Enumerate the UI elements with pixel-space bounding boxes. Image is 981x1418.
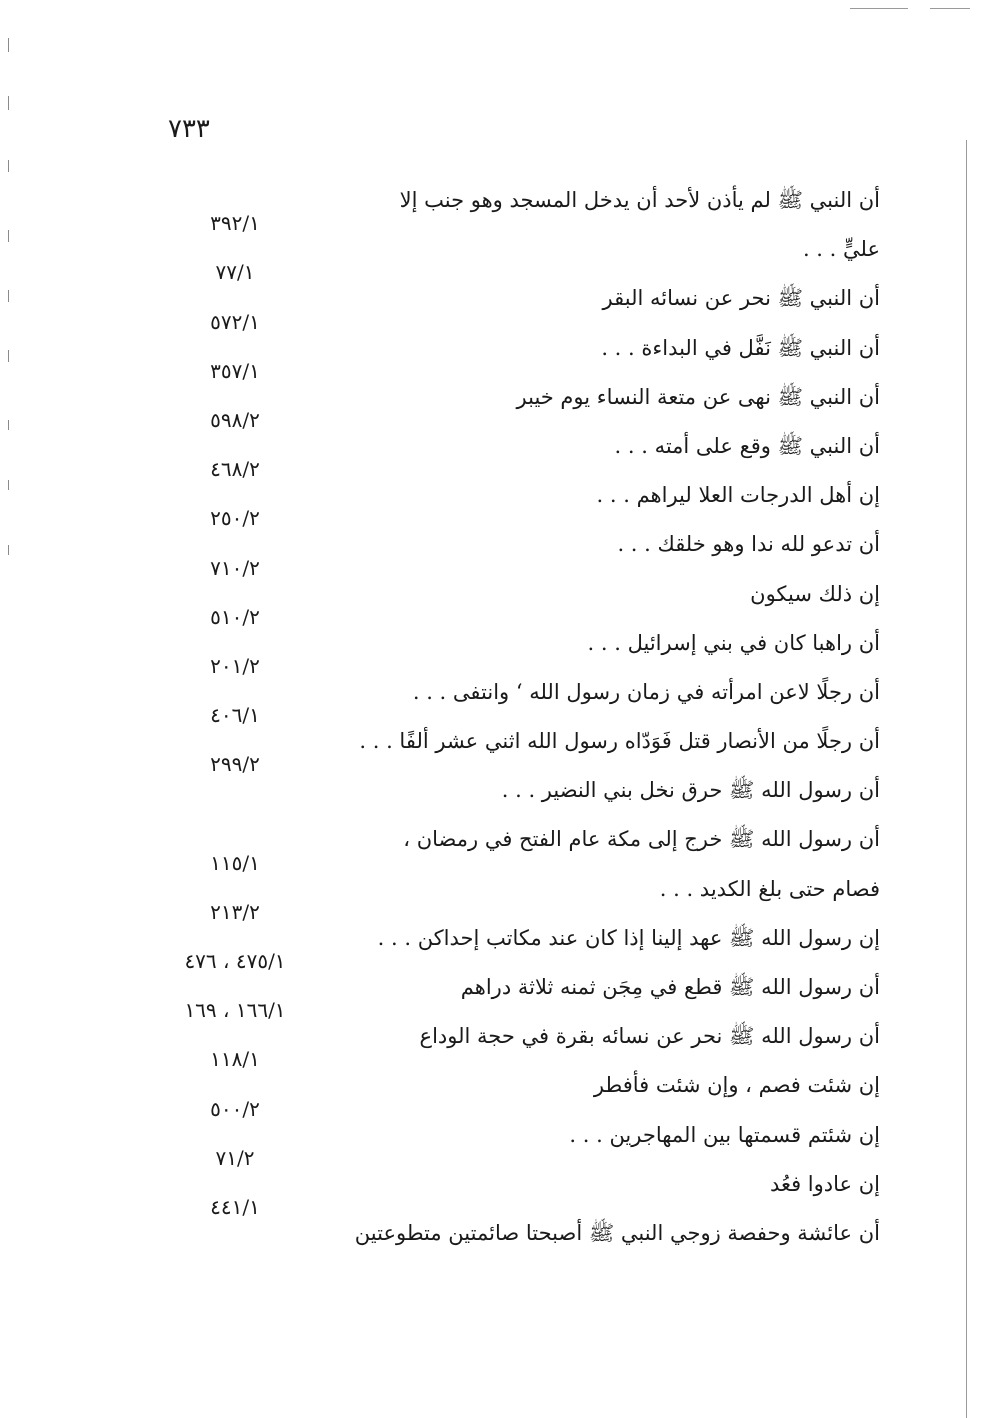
entry-reference: ٥٩٨/٢	[210, 407, 260, 432]
entry-text: أن النبي ﷺ وقع على أمته . . .	[614, 433, 880, 458]
entry-reference: ٤٠٦/١	[210, 703, 260, 728]
index-entry	[160, 1194, 880, 1262]
scan-edge-mark	[8, 230, 9, 242]
entry-reference: ١٦٦/١ ، ١٦٩	[184, 998, 286, 1023]
entry-text: أن النبي ﷺ لم يأذن لأحد أن يدخل المسجد وهو جنب إلا	[399, 188, 880, 212]
entry-reference: ٥٧٢/١	[210, 309, 260, 334]
entry-text: أن رسول الله ﷺ خرج إلى مكة عام الفتح في رمضان ،	[403, 827, 880, 852]
entry-text: عليٍّ . . .	[802, 237, 880, 262]
page-number: ٧٣٣	[168, 114, 210, 144]
index-entry	[160, 752, 880, 819]
entry-reference: ٢١٣/٢	[210, 899, 260, 924]
entry-reference: ٥٠٠/٢	[210, 1096, 260, 1121]
entry-text: أن النبي ﷺ نَفَّل في البداءة . . .	[601, 335, 880, 360]
entry-text: أن النبي ﷺ نهى عن متعة النساء يوم خيبر	[516, 384, 880, 409]
entry-text: أن رجلًا لاعن امرأته في زمان رسول الله ‘ وانتفى . . .	[412, 679, 880, 704]
scan-edge-mark	[8, 350, 9, 362]
entry-text: أن تدعو لله ندا وهو خلقك . . .	[617, 532, 880, 557]
scan-edge-mark	[8, 545, 9, 555]
entry-reference: ٧١/٢	[215, 1145, 255, 1170]
entry-reference: ٧١٠/٢	[210, 555, 260, 580]
entry-text: أن راهبا كان في بني إسرائيل . . .	[587, 630, 880, 655]
entry-reference: ٤٤١/١	[210, 1194, 260, 1219]
entry-text: أن رسول الله ﷺ حرق نخل بني النضير . . .	[501, 778, 880, 803]
entry-reference: ٢٩٩/٢	[210, 752, 260, 777]
scan-edge-mark	[8, 160, 9, 172]
entry-text: أن رسول الله ﷺ قطع في مِجَن ثمنه ثلاثة دراهم	[460, 975, 880, 999]
entry-text: أن رجلًا من الأنصار قتل فَوَدّاه رسول الله اثني عشر ألفًا . . .	[359, 729, 880, 754]
entry-reference: ٧٧/١	[215, 260, 255, 285]
scan-edge-line	[966, 140, 967, 1418]
entry-text: أن النبي ﷺ نحر عن نسائه البقر	[602, 286, 880, 311]
scan-edge-mark	[8, 38, 9, 52]
entry-reference: ٤٧٥/١ ، ٤٧٦	[184, 949, 286, 973]
scan-edge-mark	[8, 290, 9, 302]
entry-reference: ٣٩٢/١	[210, 211, 260, 236]
entry-reference: ١١٥/١	[210, 850, 260, 875]
entry-reference: ٥١٠/٢	[210, 604, 260, 629]
entry-text: إن أهل الدرجات العلا ليراهم . . .	[596, 483, 880, 508]
scan-edge-mark	[8, 420, 9, 430]
scan-edge-line	[930, 8, 970, 9]
entry-text: أن رسول الله ﷺ نحر عن نسائه بقرة في حجة الوداع	[419, 1024, 880, 1049]
entry-text: إن ذلك سيكون	[750, 581, 880, 606]
scan-edge-mark	[8, 96, 9, 110]
entry-text: إن رسول الله ﷺ عهد إلينا إذا كان عند مكاتب إحداكن . . .	[377, 925, 880, 950]
entry-reference: ٢٥٠/٢	[210, 506, 260, 531]
entry-reference: ٤٦٨/٢	[210, 457, 260, 482]
entry-text: إن شئتم قسمتها بين المهاجرين . . .	[569, 1122, 880, 1147]
entry-text: إن شئت فصم ، وإن شئت فأفطر	[593, 1073, 880, 1098]
entry-reference: ١١٨/١	[210, 1047, 260, 1072]
scan-edge-line	[850, 8, 908, 9]
entry-text: أن عائشة وحفصة زوجي النبي ﷺ أصبحتا صائمتين متطوعتين	[354, 1220, 880, 1245]
entry-text: إن عادوا فعُد	[769, 1171, 880, 1196]
scan-edge-mark	[8, 480, 9, 490]
entry-reference: ٣٥٧/١	[210, 358, 260, 383]
index-entries	[160, 180, 880, 1262]
entry-reference: ٢٠١/٢	[210, 653, 260, 678]
entry-text: فصام حتى بلغ الكديد . . .	[659, 876, 880, 901]
